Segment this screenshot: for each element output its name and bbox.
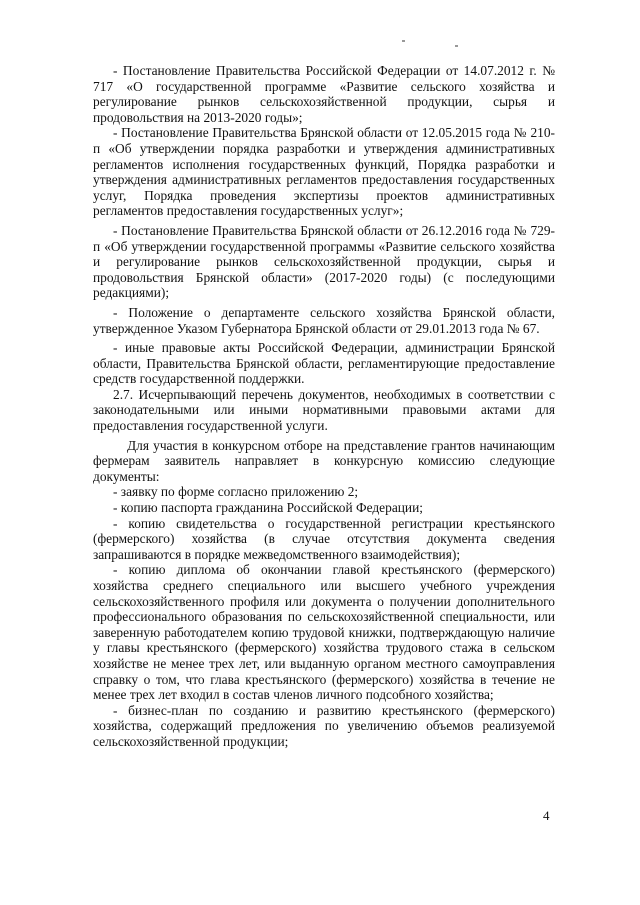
paragraph-resolution-717: - Постановление Правительства Российской Федерации от 14.07.2012 г. № 717 «О государственной программе «Развитие сельского хозяйства и регулирование рынков сельскохозяйственной продукции, сырья и продовольствия на 2013-2020 годы»; (93, 63, 555, 125)
list-item-passport-copy: - копию паспорта гражданина Российской Федерации; (113, 500, 423, 516)
list-item-registration-certificate: - копию свидетельства о государственной регистрации крестьянского (фермерского) хозяйства (в случае отсутствия документа сведения запрашиваются в порядке межведомственного взаимодействия); (93, 515, 555, 562)
paragraph-department-regulation: - Положение о департаменте сельского хозяйства Брянской области, утвержденное Указом Губернатора Брянской области от 29.01.2013 года № 67. (93, 304, 555, 336)
paragraph-section-2-7: 2.7. Исчерпывающий перечень документов, необходимых в соответствии с законодательными или иными нормативными правовыми актами для предоставления государственной услуги. (93, 386, 555, 434)
paragraph-resolution-210p: - Постановление Правительства Брянской области от 12.05.2015 года № 210-п «Об утверждении порядка разработки и утверждения административных регламентов исполнения государственных функций, Порядка разработки и утверждения административных регламентов предоставления государственных услуг, Порядка проведения экспертизы проектов административных регламентов предоставления государственных услуг»; (93, 125, 555, 219)
page-number: 4 (543, 808, 550, 823)
list-item-business-plan: - бизнес-план по созданию и развитию крестьянского (фермерского) хозяйства, содержащий предложения по увеличению объемов реализуемой сельскохозяйственной продукции; (93, 702, 555, 749)
document-body (93, 63, 555, 750)
paragraph-other-legal-acts: - иные правовые акты Российской Федерации, администрации Брянской области, Правительства Брянской области, регламентирующие предоставление средств государственной поддержки. (93, 340, 555, 387)
list-item-diploma-copy: - копию диплома об окончании главой крестьянского (фермерского) хозяйства среднего специального или высшего учебного учреждения сельскохозяйственного профиля или документа о получении дополнительного профессионального образования по сельскохозяйственной специальности, или заверенную работодателем копию трудовой книжки, подтверждающую наличие у главы крестьянского (фермерского) хозяйства трудового стажа в сельском хозяйстве не менее трех лет, или выданную органом местного самоуправления справку о том, что глава крестьянского (фермерского) хозяйства в течение не менее трех лет входил в состав членов личного подсобного хозяйства; (93, 562, 555, 703)
scan-artifact (402, 40, 405, 42)
scan-artifact (455, 45, 458, 47)
list-item-application-form: - заявку по форме согласно приложению 2; (113, 484, 359, 500)
paragraph-participation-intro: Для участия в конкурсном отборе на представление грантов начинающим фермерам заявитель направляет в конкурсную комиссию следующие документы: (93, 437, 555, 484)
paragraph-resolution-729p: - Постановление Правительства Брянской области от 26.12.2016 года № 729-п «Об утверждении государственной программы «Развитие сельского хозяйства и регулирование рынков сельскохозяйственной продукции, сырья и продовольствия Брянской области» (2017-2020 годы) (с последующими редакциями); (93, 222, 555, 301)
